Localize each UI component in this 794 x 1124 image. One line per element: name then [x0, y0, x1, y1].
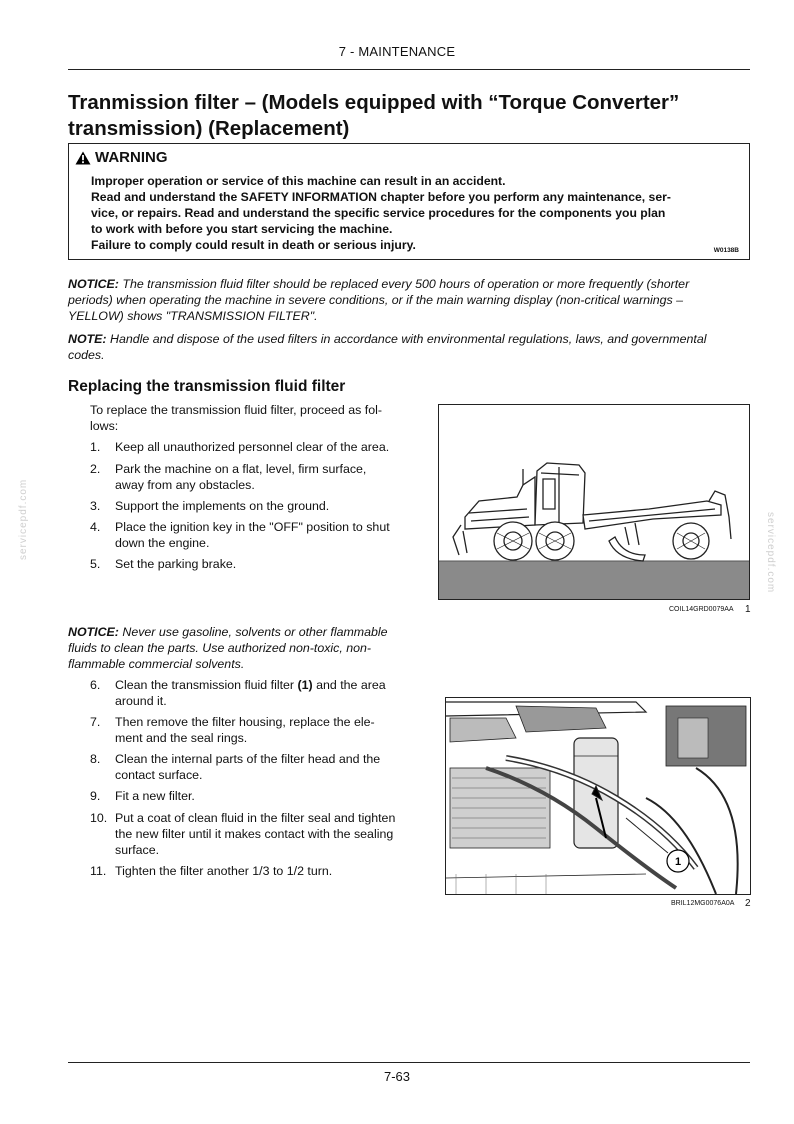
motor-grader-icon	[439, 405, 749, 599]
step-line: Support the implements on the ground.	[115, 499, 330, 513]
warning-line: Failure to comply could result in death or serious injury.	[91, 238, 416, 252]
step-number: 3.	[90, 499, 101, 513]
step-number: 11.	[90, 864, 107, 878]
step-line: Set the parking brake.	[115, 557, 237, 571]
warning-box	[68, 143, 750, 260]
notice-paragraph-2	[68, 624, 410, 672]
warning-line: Read and understand the SAFETY INFORMATION chapter before you perform any maintenance, ser-	[91, 190, 671, 204]
notice-text: YELLOW) shows "TRANSMISSION FILTER".	[68, 309, 318, 323]
warning-line: Improper operation or service of this machine can result in an accident.	[91, 174, 506, 188]
step-text	[115, 863, 409, 879]
notice-text: Never use gasoline, solvents or other flammable	[118, 625, 388, 639]
intro-text	[90, 402, 410, 434]
header-rule	[68, 69, 750, 70]
step-text	[115, 519, 409, 551]
step-number: 2.	[90, 462, 101, 476]
step-line: the new filter until it makes contact with the sealing	[115, 827, 394, 841]
step-number: 1.	[90, 440, 101, 454]
step-text	[115, 556, 409, 572]
step-line: Place the ignition key in the "OFF" position to shut	[115, 520, 390, 534]
step-line: Tighten the filter another 1/3 to 1/2 turn.	[115, 864, 333, 878]
notice-paragraph	[68, 276, 752, 324]
figure-2-number: 2	[745, 898, 751, 909]
watermark-left: servicepdf.com	[18, 478, 29, 560]
figure-1-grader-illustration	[438, 404, 750, 600]
figure-1-number: 1	[745, 604, 751, 615]
title-line-2: transmission) (Replacement)	[68, 117, 350, 140]
step-number: 6.	[90, 678, 101, 692]
step-line: Park the machine on a flat, level, firm surface,	[115, 462, 367, 476]
step-text	[115, 439, 409, 455]
intro-line: To replace the transmission fluid filter, proceed as fol-	[90, 403, 383, 417]
figure-2-filter-photo	[445, 697, 751, 895]
step-line: away from any obstacles.	[115, 478, 255, 492]
step-line: Clean the transmission fluid filter	[115, 678, 298, 692]
step-number: 10.	[90, 811, 108, 825]
notice-text: The transmission fluid filter should be replaced every 500 hours of operation or more frequently (shorter	[118, 277, 690, 291]
step-line: Keep all unauthorized personnel clear of the area.	[115, 440, 390, 454]
notice-text: flammable commercial solvents.	[68, 657, 245, 671]
warning-heading	[75, 149, 168, 166]
warning-line: vice, or repairs. Read and understand the specific service procedures for the components you plan	[91, 206, 666, 220]
step-text	[115, 498, 409, 514]
step-text	[115, 714, 409, 746]
step-number: 7.	[90, 715, 101, 729]
notice-label: NOTICE:	[68, 277, 119, 291]
transmission-filter-photo-icon	[446, 698, 750, 894]
warning-triangle-icon	[75, 151, 91, 165]
footer-rule	[68, 1062, 750, 1063]
step-line: Fit a new filter.	[115, 789, 195, 803]
page-number: 7-63	[383, 1069, 411, 1084]
figure-1-caption: COIL14GRD0079AA	[669, 606, 734, 613]
step-text	[115, 751, 409, 783]
callout-1-label: 1	[674, 856, 682, 868]
step-text	[115, 810, 409, 858]
title-line-1: Tranmission filter – (Models equipped with “Torque Converter”	[68, 91, 680, 114]
step-line: and the area	[312, 678, 386, 692]
watermark-right: servicepdf.com	[765, 512, 776, 594]
step-line: Clean the internal parts of the filter head and the	[115, 752, 381, 766]
section-header: 7 - MAINTENANCE	[338, 44, 456, 59]
step-number: 5.	[90, 557, 101, 571]
step-text	[115, 677, 409, 709]
note-paragraph	[68, 331, 752, 363]
page-title	[68, 90, 758, 142]
notice-label: NOTICE:	[68, 625, 119, 639]
section-subheading: Replacing the transmission fluid filter	[68, 378, 346, 395]
step-line: ment and the seal rings.	[115, 731, 248, 745]
notice-text: periods) when operating the machine in severe conditions, or if the main warning display (non-critical warnings –	[68, 293, 684, 307]
step-line: surface.	[115, 843, 160, 857]
figure-2-caption: BRIL12MG0076A0A	[671, 900, 735, 907]
warning-body	[91, 173, 731, 253]
step-line: down the engine.	[115, 536, 210, 550]
step-text	[115, 461, 409, 493]
callout-reference: (1)	[297, 678, 313, 692]
intro-line: lows:	[90, 419, 119, 433]
note-label: NOTE:	[68, 332, 107, 346]
step-line: around it.	[115, 694, 167, 708]
step-line: Put a coat of clean fluid in the filter seal and tighten	[115, 811, 396, 825]
step-text	[115, 788, 409, 804]
step-number: 4.	[90, 520, 101, 534]
warning-heading-text: WARNING	[95, 149, 168, 166]
step-number: 9.	[90, 789, 101, 803]
notice-text: fluids to clean the parts. Use authorized non-toxic, non-	[68, 641, 372, 655]
warning-code: W0138B	[713, 247, 739, 254]
note-text: codes.	[68, 348, 105, 362]
step-line: Then remove the filter housing, replace the ele-	[115, 715, 375, 729]
warning-line: to work with before you start servicing the machine.	[91, 222, 393, 236]
step-line: contact surface.	[115, 768, 203, 782]
note-text: Handle and dispose of the used filters in accordance with environmental regulations, laws, and governmental	[106, 332, 707, 346]
step-number: 8.	[90, 752, 101, 766]
